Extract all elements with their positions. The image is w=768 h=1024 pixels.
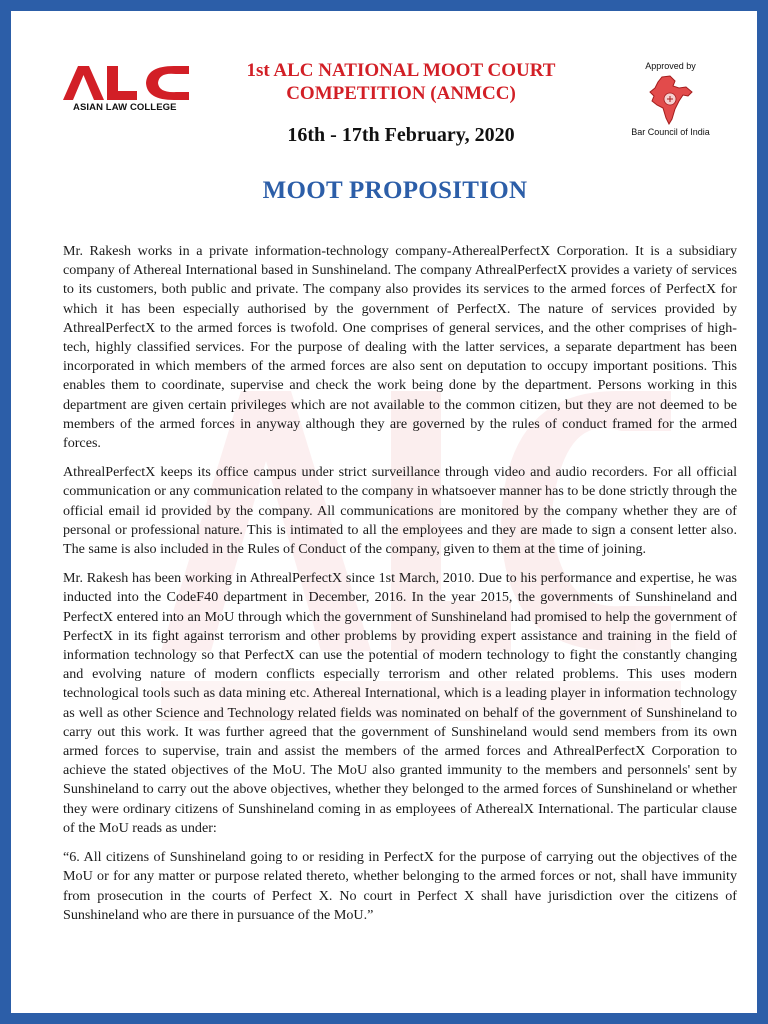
competition-title bbox=[201, 59, 601, 105]
title-line-1: 1st ALC NATIONAL MOOT COURT bbox=[246, 60, 556, 81]
approval-badge bbox=[623, 61, 718, 137]
title-line-2: COMPETITION (ANMCC) bbox=[286, 83, 516, 104]
approved-label: Approved by bbox=[645, 61, 696, 71]
proposition-body bbox=[63, 242, 737, 935]
alc-logo bbox=[63, 63, 191, 115]
paragraph-1: Mr. Rakesh works in a private information-technology company-AtherealPerfectX Corporation. It is a subsidiary company of Athereal International based in Sunshineland. The company AthrealPerfectX provides a variety of services to its customers, both public and private. The company also provides its services to the armed forces of PerfectX for which it has been especially authorised by the government of PerfectX. The nature of services provided by AthrealPerfectX to the armed forces is twofold. One comprises of general services, and the other comprises of high-tech, highly classified services. For the purpose of dealing with the latter services, a separate department has been incorporated in which members of the armed forces are also sent on deputation to occupy important positions. This enables them to coordinate, supervise and check the work being done by the department. Persons working in this department are given certain privileges which are not available to the common citizen, but they are not deemed to be members of the armed forces in anyway although they are governed by the rules of conduct framed for the armed forces. bbox=[63, 243, 737, 452]
paragraph-4-mou-clause: “6. All citizens of Sunshineland going to or residing in PerfectX for the purpose of carrying out the objectives of the MoU or for any matter or purpose related thereto, whether belonging to the armed forces or not, shall have immunity from prosecution in the courts of Perfect X. No court in Perfect X shall have jurisdiction over the citizens of Sunshineland who are there in pursuance of the MoU.” bbox=[63, 849, 737, 923]
council-label: Bar Council of India bbox=[631, 127, 710, 137]
india-map-icon bbox=[648, 75, 694, 125]
paragraph-2: AthrealPerfectX keeps its office campus under strict surveillance through video and audio recorders. For all official communication or any communication related to the company in whatsoever manner has to be done strictly through the official email id provided by the company. All communications are monitored by the company whether they are of personal or professional nature. This is intimated to all the employees and they are made to sign a consent letter also. The same is also included in the Rules of Conduct of the company, given to them at the time of joining. bbox=[63, 464, 737, 558]
section-title: MOOT PROPOSITION bbox=[262, 177, 528, 204]
paragraph-3: Mr. Rakesh has been working in AthrealPerfectX since 1st March, 2010. Due to his performance and expertise, he was inducted into the CodeF40 department in December, 2016. In the year 2015, the governments of Sunshineland and PerfectX entered into an MoU through which the government of Sunshineland had promised to help the government of PerfectX in its fight against terrorism and other problems by providing expert assistance and training in the field of information technology so that PerfectX can use the potential of modern technology to fight the constantly changing and evolving nature of modern conflicts especially terrorism and other related problems. This uses modern technological tools such as data mining etc. Athereal International, which is a leading player in information technology as well as other Science and Technology related fields was nominated on behalf of the government of Sunshineland to carry out this work. It was further agreed that the government of Sunshineland would send members from its own armed forces to supervise, train and assist the members of the armed forces and AthrealPerfectX Corporation to achieve the stated objectives of the MoU. The MoU also granted immunity to the members and personnels' sent by Sunshineland to carry out the above objectives, whether they belonged to the armed forces of Sunshineland or whether they were ordinary citizens of Sunshineland coming in as employees of AtherealX International. The particular clause of the MoU reads as under: bbox=[63, 570, 737, 836]
logo-subtitle: ASIAN LAW COLLEGE bbox=[73, 102, 177, 113]
alc-logo-mark bbox=[63, 63, 191, 101]
competition-date: 16th - 17th February, 2020 bbox=[287, 124, 515, 146]
